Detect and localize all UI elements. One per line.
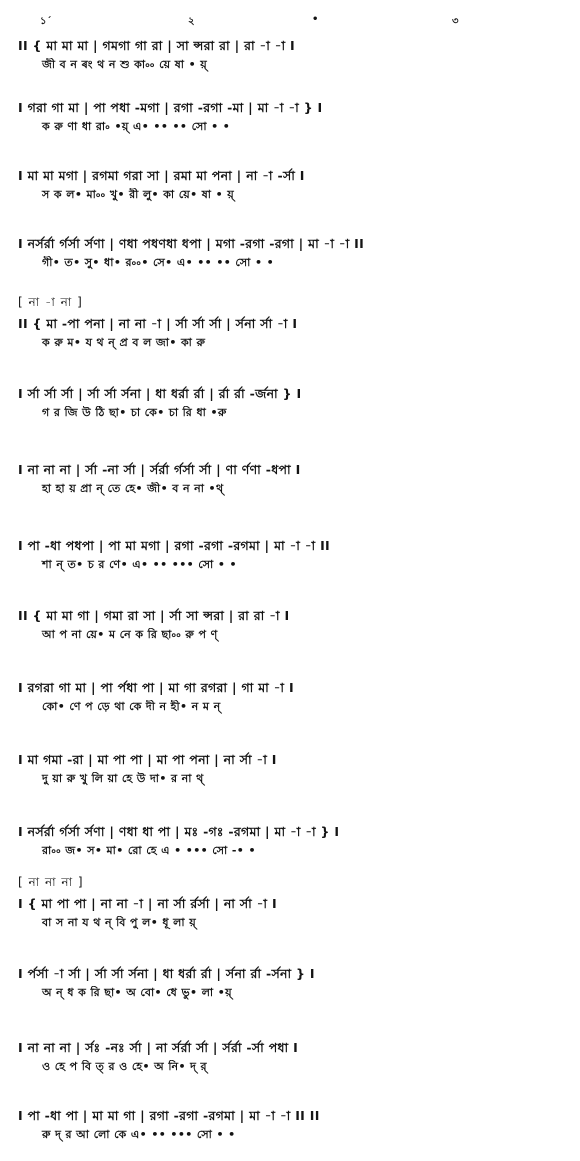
notation-line-5 (18, 295, 568, 350)
notation-line-9 (18, 608, 568, 642)
swara-row: I র্পর্সা -া র্সা | র্সা র্সা র্সনা | ধা ধর্রা র্রা | র্সনা র্রা -র্সনা } I (18, 966, 315, 981)
alt-notation-bracket: [ না -া না ] (18, 295, 83, 309)
lyric-row: ক রু ম• য থ ন্ প্র ব ল জা• কা রু (42, 336, 206, 349)
lyric-row: দু য়া রু খু লি য়া হে উ দা• র না থ্ (42, 772, 204, 785)
lyric-row: হা হা য় প্রা ন্ তে হে• জী• ব ন না •থ্ (42, 482, 224, 495)
lyric-row: গ র জি উ ঠি ছা• চা কে• চা রি ধা •রু (42, 406, 227, 419)
swara-row: I মা গমা -রা | মা পা পা | মা পা পনা | না র্সা -া I (18, 752, 277, 767)
notation-line-10 (18, 680, 568, 714)
lyric-row: রু দ্ র আ লো কে এ• •• ••• সো • • (42, 1128, 236, 1141)
lyric-row: স ক ল• মা৹৹ খু• রী লু• কা য়ে• ষা • য়্ (42, 188, 235, 201)
lyric-row: গী• ত• সু• ধা• র৹৹• সে• এ• •• •• সো • • (42, 256, 275, 269)
lyric-row: অ ন্ ধ ক রি ছা• অ বো• ধে ভু• লা •য়্ (42, 986, 233, 999)
swara-row: II { মা মা মা | গমগা গা রা | সা ন্সরা রা | রা -া -া I (18, 38, 295, 53)
swara-row: I র্সা র্সা র্সা | র্সা র্সা র্সনা | ধা ধর্রা র্রা | র্রা র্রা -র্জনা } I (18, 386, 302, 401)
swara-row: II { মা -পা পনা | না না -া | র্সা র্সা র্সা | র্সনা র্সা -া I (18, 316, 298, 331)
notation-line-7 (18, 462, 568, 496)
beat-mark-4: ৩ (452, 16, 459, 27)
notation-line-15 (18, 1040, 568, 1074)
swara-row: I পা -ধা পা | মা মা গা | রগা -রগা -রগমা | মা -া -া II II (18, 1108, 320, 1123)
swara-row: I গরা গা মা | পা পধা -মগা | রগা -রগা -মা | মা -া -া } I (18, 100, 323, 115)
lyric-row: ও হে প বি ত্ র ও হে• অ নি• দ্ র্ (42, 1060, 207, 1073)
lyric-row: রা৹৹ জ• স• মা• রো হে এ • ••• সো -• • (42, 844, 256, 857)
swara-row: I পা -ধা পধপা | পা মা মগা | রগা -রগা -রগমা | মা -া -া II (18, 538, 330, 553)
notation-line-1 (18, 38, 568, 72)
swara-row: I মা মা মগা | রগমা গরা সা | রমা মা পনা | না -া -র্সা I (18, 168, 305, 183)
notation-line-12 (18, 824, 568, 858)
notation-line-3 (18, 168, 568, 202)
swara-row: I না না না | র্সা -না র্সা | র্সর্রা র্গর্সা র্সা | ণা র্ণণা -ধপা I (18, 462, 301, 477)
swara-row: I নর্সর্রা র্গর্সা র্সণা | ণধা পধণধা ধপা | মগা -রগা -রগা | মা -া -া II (18, 236, 365, 251)
swara-row: I { মা পা পা | না না -া | না র্সা র্রর্সা | না র্সা -া I (18, 896, 277, 911)
alt-notation-bracket: [ না না না ] (18, 875, 84, 889)
swara-row: I না না না | র্সঃ -নঃ র্সা | না র্সর্রা র্সা | র্সর্রা -র্সা পধা I (18, 1040, 299, 1055)
beat-marks (18, 14, 568, 28)
lyric-row: আ প না য়ে• ম নে ক রি ছা৹৹ রু প ণ্ (42, 628, 218, 641)
lyric-row: বা স না য থ ন্ বি পু ল• ধূ লা য়্ (42, 916, 197, 929)
swara-row: I নর্সর্রা র্গর্সা র্সণা | ণধা ধা পা | মঃ -গঃ -রগমা | মা -া -া } I (18, 824, 340, 839)
notation-line-8 (18, 538, 568, 572)
lyric-row: জী ব ন ৰং থ ন শু কা৹৹ য়ে ষা • য়্ (42, 58, 208, 71)
notation-line-4 (18, 236, 568, 270)
lyric-row: কো• ণে প ড়ে থা কে দী ন হী• ন ম ন্ (42, 700, 221, 713)
notation-line-16 (18, 1108, 568, 1142)
beat-mark-1: ১´ (40, 16, 52, 27)
notation-line-11 (18, 752, 568, 786)
swara-row: II { মা মা গা | গমা রা সা | র্সা সা ন্সরা | রা রা -া I (18, 608, 290, 623)
lyric-row: শা ন্ ত• চ র ণে• এ• •• ••• সো • • (42, 558, 237, 571)
notation-line-13 (18, 875, 568, 930)
beat-mark-2: ২ (188, 16, 195, 27)
notation-line-2 (18, 100, 568, 134)
beat-mark-3: • (312, 14, 319, 25)
notation-line-6 (18, 386, 568, 420)
lyric-row: ক রু ণা ধা রা৹ •য়্ এ• •• •• সো • • (42, 120, 231, 133)
notation-line-14 (18, 966, 568, 1000)
swara-row: I রগরা গা মা | পা র্পধা পা | মা গা রগরা | গা মা -া I (18, 680, 294, 695)
